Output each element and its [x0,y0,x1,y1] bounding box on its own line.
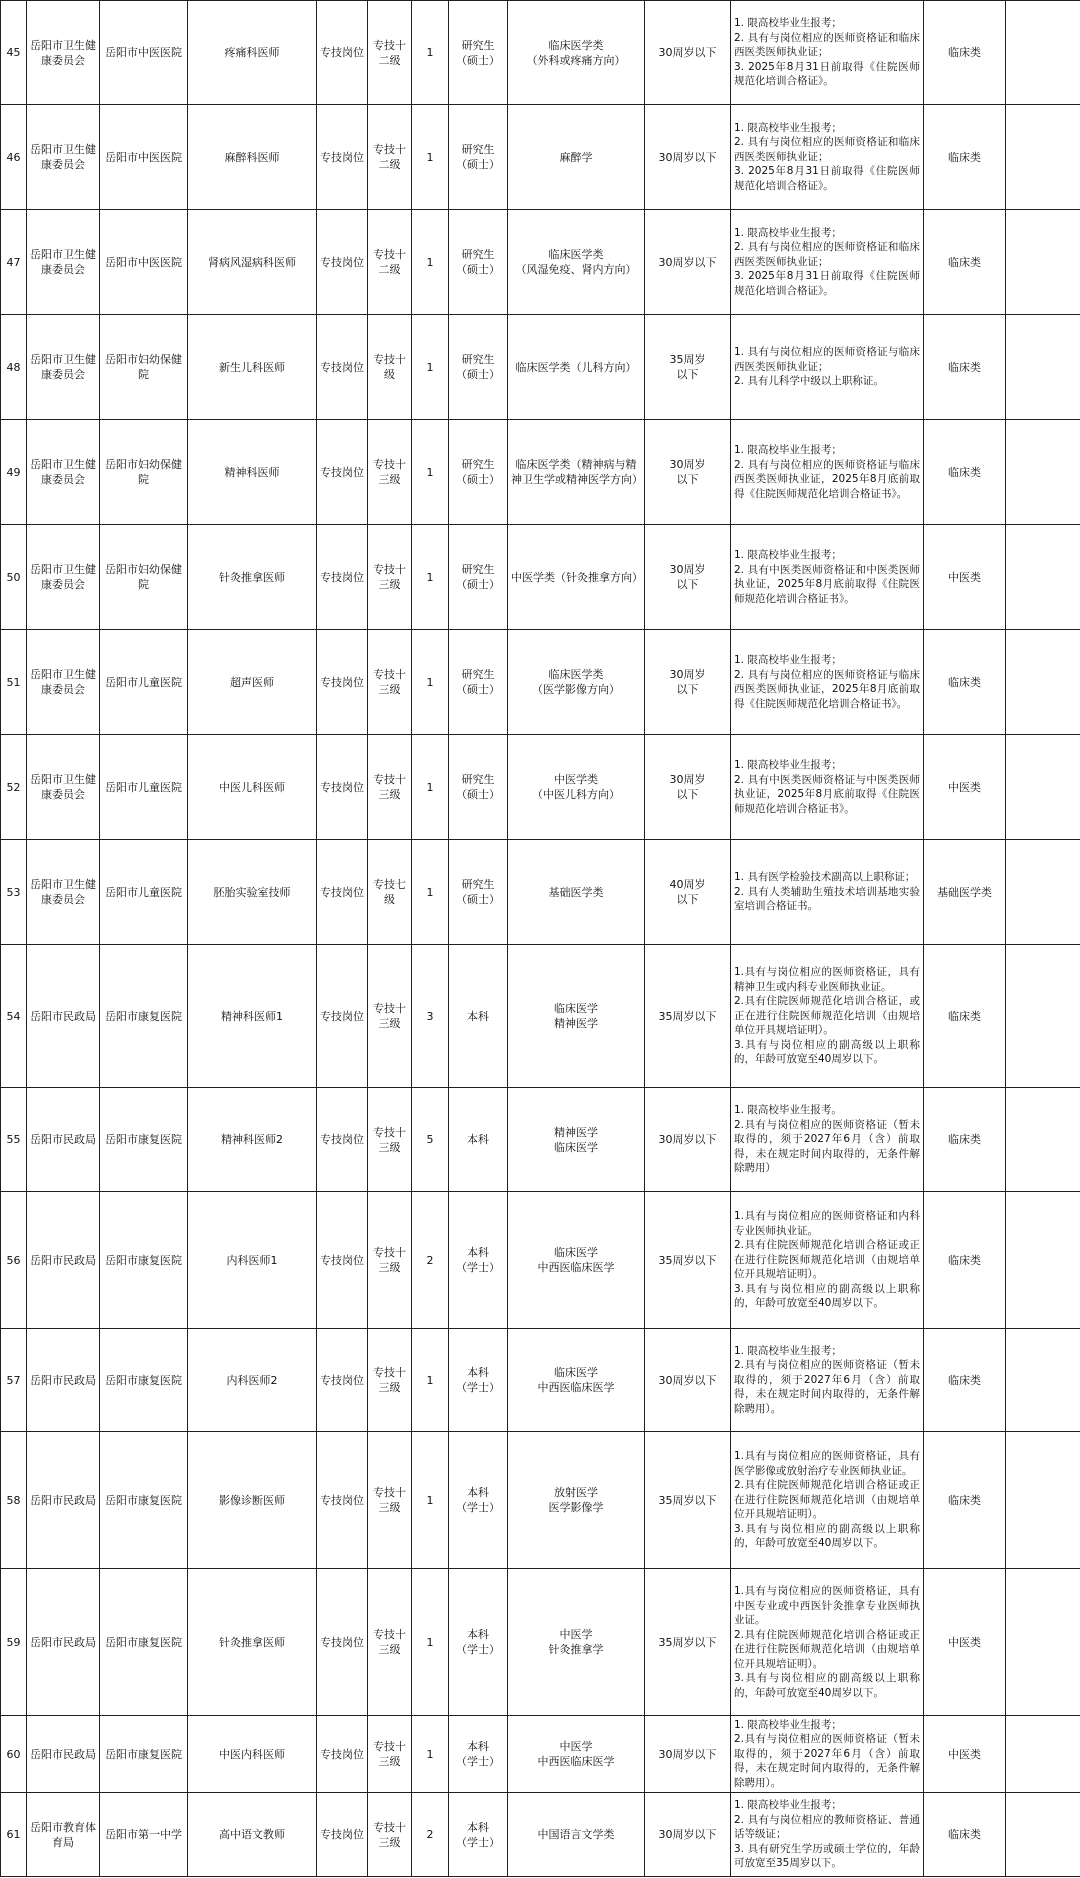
post-name-cell: 胚胎实验室技师 [188,840,317,945]
education-cell: 本科 （学士） [449,1329,508,1432]
remarks-cell [1006,315,1080,420]
requirements-cell: 1. 限高校毕业生报考； 2. 具有与岗位相应的医师资格证和临床西医类医师执业证； 3. 2025年8月31日前取得《住院医师规范化培训合格证》。 [731,210,924,315]
post-name-cell: 中医儿科医师 [188,735,317,840]
table-row [1,315,1080,420]
post-type-cell: 专技岗位 [317,1793,368,1877]
table-row [1,1432,1080,1569]
unit-cell: 岳阳市第一中学 [100,1793,188,1877]
exam-category-cell: 临床类 [924,1,1006,105]
hire-count-cell: 2 [412,1192,449,1329]
post-name-cell: 疼痛科医师 [188,1,317,105]
unit-cell: 岳阳市妇幼保健院 [100,315,188,420]
hire-count-cell: 1 [412,840,449,945]
major-cell: 临床医学 中西医临床医学 [508,1192,645,1329]
major-cell: 精神医学 临床医学 [508,1088,645,1192]
requirements-cell: 1. 限高校毕业生报考； 2. 具有与岗位相应的医师资格证和临床西医类医师执业证； 3. 2025年8月31日前取得《住院医师规范化培训合格证》。 [731,1,924,105]
remarks-cell [1006,840,1080,945]
department-cell: 岳阳市卫生健康委员会 [27,630,100,735]
unit-cell: 岳阳市中医医院 [100,105,188,210]
post-level-cell: 专技十三级 [368,1329,412,1432]
hire-count-cell: 1 [412,420,449,525]
hire-count-cell: 3 [412,945,449,1088]
hire-count-cell: 1 [412,1432,449,1569]
post-level-cell: 专技十三级 [368,1716,412,1793]
department-cell: 岳阳市卫生健康委员会 [27,1,100,105]
unit-cell: 岳阳市中医医院 [100,1,188,105]
table-row [1,105,1080,210]
row-number: 46 [1,105,27,210]
major-cell: 中医学 中西医临床医学 [508,1716,645,1793]
remarks-cell [1006,525,1080,630]
unit-cell: 岳阳市康复医院 [100,1432,188,1569]
department-cell: 岳阳市民政局 [27,1088,100,1192]
exam-category-cell: 中医类 [924,525,1006,630]
post-type-cell: 专技岗位 [317,735,368,840]
exam-category-cell: 基础医学类 [924,840,1006,945]
post-level-cell: 专技十二级 [368,1,412,105]
requirements-cell: 1. 限高校毕业生报考； 2. 具有中医类医师资格证和中医类医师执业证，2025年8月底前取得《住院医师规范化培训合格证书》。 [731,525,924,630]
post-type-cell: 专技岗位 [317,315,368,420]
department-cell: 岳阳市民政局 [27,1192,100,1329]
row-number: 59 [1,1569,27,1716]
table-row [1,735,1080,840]
education-cell: 研究生 （硕士） [449,1,508,105]
age-cell: 35周岁以下 [645,945,731,1088]
post-type-cell: 专技岗位 [317,1,368,105]
age-cell: 30周岁以下 [645,1716,731,1793]
education-cell: 研究生 （硕士） [449,420,508,525]
remarks-cell [1006,735,1080,840]
post-type-cell: 专技岗位 [317,105,368,210]
unit-cell: 岳阳市儿童医院 [100,840,188,945]
major-cell: 临床医学类 （外科或疼痛方向） [508,1,645,105]
requirements-cell: 1. 具有与岗位相应的医师资格证与临床西医类医师执业证； 2. 具有儿科学中级以上职称证。 [731,315,924,420]
exam-category-cell: 临床类 [924,105,1006,210]
requirements-cell: 1.具有与岗位相应的医师资格证，具有中医专业或中西医针灸推拿专业医师执业证。 2.具有住院医师规范化培训合格证或正在进行住院医师规范化培训（由规培单位开具规培证明）。 3.具有与岗位相应的副高级以上职称的，年龄可放宽至40周岁以下。 [731,1569,924,1716]
remarks-cell [1006,1192,1080,1329]
remarks-cell [1006,1716,1080,1793]
table-row [1,525,1080,630]
hire-count-cell: 1 [412,735,449,840]
requirements-cell: 1.具有与岗位相应的医师资格证，具有精神卫生或内科专业医师执业证。 2.具有住院医师规范化培训合格证，或正在进行住院医师规范化培训（由规培单位开具规培证明）。 3.具有与岗位相应的副高级以上职称的，年龄可放宽至40周岁以下。 [731,945,924,1088]
major-cell: 麻醉学 [508,105,645,210]
table-row [1,840,1080,945]
department-cell: 岳阳市卫生健康委员会 [27,315,100,420]
remarks-cell [1006,1,1080,105]
hire-count-cell: 1 [412,525,449,630]
remarks-cell [1006,1329,1080,1432]
major-cell: 临床医学 中西医临床医学 [508,1329,645,1432]
major-cell: 临床医学类 （风湿免疫、肾内方向） [508,210,645,315]
education-cell: 研究生 （硕士） [449,315,508,420]
age-cell: 35周岁以下 [645,1432,731,1569]
row-number: 61 [1,1793,27,1877]
post-level-cell: 专技十三级 [368,1569,412,1716]
row-number: 47 [1,210,27,315]
table-row [1,1192,1080,1329]
post-level-cell: 专技十三级 [368,1432,412,1569]
row-number: 54 [1,945,27,1088]
education-cell: 研究生 （硕士） [449,735,508,840]
department-cell: 岳阳市卫生健康委员会 [27,525,100,630]
post-type-cell: 专技岗位 [317,1569,368,1716]
age-cell: 35周岁 以下 [645,315,731,420]
major-cell: 中国语言文学类 [508,1793,645,1877]
unit-cell: 岳阳市中医医院 [100,210,188,315]
exam-category-cell: 临床类 [924,1088,1006,1192]
table-row [1,1793,1080,1877]
exam-category-cell: 中医类 [924,1569,1006,1716]
post-level-cell: 专技十三级 [368,1793,412,1877]
hire-count-cell: 1 [412,1329,449,1432]
post-name-cell: 超声医师 [188,630,317,735]
age-cell: 30周岁 以下 [645,735,731,840]
age-cell: 35周岁以下 [645,1569,731,1716]
hire-count-cell: 2 [412,1793,449,1877]
major-cell: 基础医学类 [508,840,645,945]
education-cell: 研究生 （硕士） [449,840,508,945]
post-level-cell: 专技十三级 [368,420,412,525]
remarks-cell [1006,945,1080,1088]
major-cell: 临床医学类（儿科方向） [508,315,645,420]
exam-category-cell: 临床类 [924,420,1006,525]
hire-count-cell: 1 [412,105,449,210]
unit-cell: 岳阳市儿童医院 [100,630,188,735]
requirements-cell: 1. 具有医学检验技术副高以上职称证； 2. 具有人类辅助生殖技术培训基地实验室培训合格证书。 [731,840,924,945]
post-level-cell: 专技十三级 [368,1192,412,1329]
table-row [1,420,1080,525]
requirements-cell: 1.具有与岗位相应的医师资格证和内科专业医师执业证。 2.具有住院医师规范化培训合格证或正在进行住院医师规范化培训（由规培单位开具规培证明）。 3.具有与岗位相应的副高级以上职称的，年龄可放宽至40周岁以下。 [731,1192,924,1329]
post-level-cell: 专技十二级 [368,210,412,315]
education-cell: 研究生 （硕士） [449,630,508,735]
hire-count-cell: 1 [412,630,449,735]
exam-category-cell: 临床类 [924,1192,1006,1329]
hire-count-cell: 1 [412,210,449,315]
department-cell: 岳阳市教育体育局 [27,1793,100,1877]
major-cell: 临床医学类（精神病与精神卫生学或精神医学方向） [508,420,645,525]
age-cell: 30周岁以下 [645,1,731,105]
remarks-cell [1006,1088,1080,1192]
age-cell: 30周岁 以下 [645,525,731,630]
post-type-cell: 专技岗位 [317,420,368,525]
hire-count-cell: 1 [412,1716,449,1793]
post-type-cell: 专技岗位 [317,525,368,630]
row-number: 60 [1,1716,27,1793]
age-cell: 30周岁 以下 [645,420,731,525]
education-cell: 本科 [449,1088,508,1192]
unit-cell: 岳阳市康复医院 [100,945,188,1088]
age-cell: 30周岁以下 [645,1329,731,1432]
unit-cell: 岳阳市妇幼保健院 [100,525,188,630]
exam-category-cell: 临床类 [924,1329,1006,1432]
exam-category-cell: 中医类 [924,1716,1006,1793]
exam-category-cell: 临床类 [924,210,1006,315]
major-cell: 临床医学 精神医学 [508,945,645,1088]
post-type-cell: 专技岗位 [317,1716,368,1793]
remarks-cell [1006,420,1080,525]
exam-category-cell: 临床类 [924,945,1006,1088]
row-number: 53 [1,840,27,945]
age-cell: 30周岁以下 [645,1793,731,1877]
department-cell: 岳阳市民政局 [27,1432,100,1569]
post-type-cell: 专技岗位 [317,840,368,945]
requirements-cell: 1. 限高校毕业生报考。 2.具有与岗位相应的医师资格证（暂未取得的，须于2027年6月（含）前取得，未在规定时间内取得的，无条件解除聘用） [731,1088,924,1192]
age-cell: 30周岁以下 [645,1088,731,1192]
post-name-cell: 麻醉科医师 [188,105,317,210]
post-level-cell: 专技十三级 [368,945,412,1088]
row-number: 52 [1,735,27,840]
age-cell: 35周岁以下 [645,1192,731,1329]
unit-cell: 岳阳市儿童医院 [100,735,188,840]
hire-count-cell: 1 [412,315,449,420]
major-cell: 中医学类 （中医儿科方向） [508,735,645,840]
post-type-cell: 专技岗位 [317,630,368,735]
major-cell: 中医学 针灸推拿学 [508,1569,645,1716]
post-name-cell: 针灸推拿医师 [188,525,317,630]
post-type-cell: 专技岗位 [317,1192,368,1329]
exam-category-cell: 临床类 [924,315,1006,420]
unit-cell: 岳阳市康复医院 [100,1569,188,1716]
unit-cell: 岳阳市康复医院 [100,1192,188,1329]
requirements-cell: 1. 限高校毕业生报考； 2.具有与岗位相应的医师资格证（暂未取得的，须于2027年6月（含）前取得，未在规定时间内取得的，无条件解除聘用）。 [731,1329,924,1432]
post-name-cell: 内科医师1 [188,1192,317,1329]
table-row [1,1329,1080,1432]
requirements-cell: 1. 限高校毕业生报考； 2. 具有与岗位相应的教师资格证、普通话等级证； 3. 具有研究生学历或硕士学位的，年龄可放宽至35周岁以下。 [731,1793,924,1877]
row-number: 48 [1,315,27,420]
remarks-cell [1006,630,1080,735]
remarks-cell [1006,105,1080,210]
row-number: 51 [1,630,27,735]
row-number: 49 [1,420,27,525]
requirements-cell: 1.具有与岗位相应的医师资格证，具有医学影像或放射治疗专业医师执业证。 2.具有住院医师规范化培训合格证或正在进行住院医师规范化培训（由规培单位开具规培证明）。 3.具有与岗位相应的副高级以上职称的，年龄可放宽至40周岁以下。 [731,1432,924,1569]
major-cell: 中医学类（针灸推拿方向） [508,525,645,630]
education-cell: 本科 （学士） [449,1793,508,1877]
post-name-cell: 内科医师2 [188,1329,317,1432]
unit-cell: 岳阳市康复医院 [100,1716,188,1793]
row-number: 58 [1,1432,27,1569]
hire-count-cell: 5 [412,1088,449,1192]
table-row [1,1,1080,105]
remarks-cell [1006,1432,1080,1569]
major-cell: 放射医学 医学影像学 [508,1432,645,1569]
post-name-cell: 精神科医师1 [188,945,317,1088]
department-cell: 岳阳市卫生健康委员会 [27,840,100,945]
post-level-cell: 专技七级 [368,840,412,945]
remarks-cell [1006,1793,1080,1877]
remarks-cell [1006,1569,1080,1716]
hire-count-cell: 1 [412,1569,449,1716]
education-cell: 研究生 （硕士） [449,105,508,210]
table-row [1,1569,1080,1716]
post-name-cell: 肾病风湿病科医师 [188,210,317,315]
post-type-cell: 专技岗位 [317,1329,368,1432]
post-name-cell: 精神科医师2 [188,1088,317,1192]
department-cell: 岳阳市卫生健康委员会 [27,210,100,315]
row-number: 57 [1,1329,27,1432]
post-type-cell: 专技岗位 [317,1088,368,1192]
department-cell: 岳阳市卫生健康委员会 [27,105,100,210]
requirements-cell: 1. 限高校毕业生报考； 2. 具有与岗位相应的医师资格证与临床西医类医师执业证，2025年8月底前取得《住院医师规范化培训合格证书》。 [731,420,924,525]
remarks-cell [1006,210,1080,315]
education-cell: 本科 （学士） [449,1192,508,1329]
post-name-cell: 新生儿科医师 [188,315,317,420]
education-cell: 本科 [449,945,508,1088]
age-cell: 30周岁以下 [645,210,731,315]
department-cell: 岳阳市卫生健康委员会 [27,735,100,840]
post-type-cell: 专技岗位 [317,1432,368,1569]
post-level-cell: 专技十二级 [368,105,412,210]
requirements-cell: 1. 限高校毕业生报考； 2. 具有与岗位相应的医师资格证和临床西医类医师执业证； 3. 2025年8月31日前取得《住院医师规范化培训合格证》。 [731,105,924,210]
education-cell: 本科 （学士） [449,1716,508,1793]
major-cell: 临床医学类 （医学影像方向） [508,630,645,735]
requirements-cell: 1. 限高校毕业生报考； 2. 具有与岗位相应的医师资格证与临床西医类医师执业证，2025年8月底前取得《住院医师规范化培训合格证书》。 [731,630,924,735]
post-level-cell: 专技十三级 [368,525,412,630]
post-name-cell: 影像诊断医师 [188,1432,317,1569]
education-cell: 研究生 （硕士） [449,525,508,630]
department-cell: 岳阳市民政局 [27,945,100,1088]
post-name-cell: 中医内科医师 [188,1716,317,1793]
row-number: 45 [1,1,27,105]
age-cell: 30周岁以下 [645,105,731,210]
row-number: 56 [1,1192,27,1329]
education-cell: 本科 （学士） [449,1569,508,1716]
post-level-cell: 专技十三级 [368,630,412,735]
exam-category-cell: 临床类 [924,630,1006,735]
education-cell: 研究生 （硕士） [449,210,508,315]
post-type-cell: 专技岗位 [317,945,368,1088]
table-row [1,1088,1080,1192]
table-row [1,630,1080,735]
exam-category-cell: 临床类 [924,1793,1006,1877]
unit-cell: 岳阳市康复医院 [100,1329,188,1432]
post-name-cell: 高中语文教师 [188,1793,317,1877]
age-cell: 30周岁 以下 [645,630,731,735]
row-number: 50 [1,525,27,630]
table-row [1,210,1080,315]
exam-category-cell: 中医类 [924,735,1006,840]
department-cell: 岳阳市卫生健康委员会 [27,420,100,525]
post-name-cell: 针灸推拿医师 [188,1569,317,1716]
row-number: 55 [1,1088,27,1192]
exam-category-cell: 临床类 [924,1432,1006,1569]
table-row [1,1716,1080,1793]
post-level-cell: 专技十三级 [368,1088,412,1192]
unit-cell: 岳阳市康复医院 [100,1088,188,1192]
department-cell: 岳阳市民政局 [27,1716,100,1793]
age-cell: 40周岁 以下 [645,840,731,945]
requirements-cell: 1. 限高校毕业生报考； 2. 具有中医类医师资格证与中医类医师执业证，2025年8月底前取得《住院医师规范化培训合格证书》。 [731,735,924,840]
department-cell: 岳阳市民政局 [27,1329,100,1432]
post-level-cell: 专技十三级 [368,735,412,840]
post-type-cell: 专技岗位 [317,210,368,315]
post-name-cell: 精神科医师 [188,420,317,525]
requirements-cell: 1. 限高校毕业生报考； 2.具有与岗位相应的医师资格证（暂未取得的，须于2027年6月（含）前取得，未在规定时间内取得的，无条件解除聘用）。 [731,1716,924,1793]
education-cell: 本科 （学士） [449,1432,508,1569]
unit-cell: 岳阳市妇幼保健院 [100,420,188,525]
table-row [1,945,1080,1088]
department-cell: 岳阳市民政局 [27,1569,100,1716]
hire-count-cell: 1 [412,1,449,105]
post-level-cell: 专技十级 [368,315,412,420]
